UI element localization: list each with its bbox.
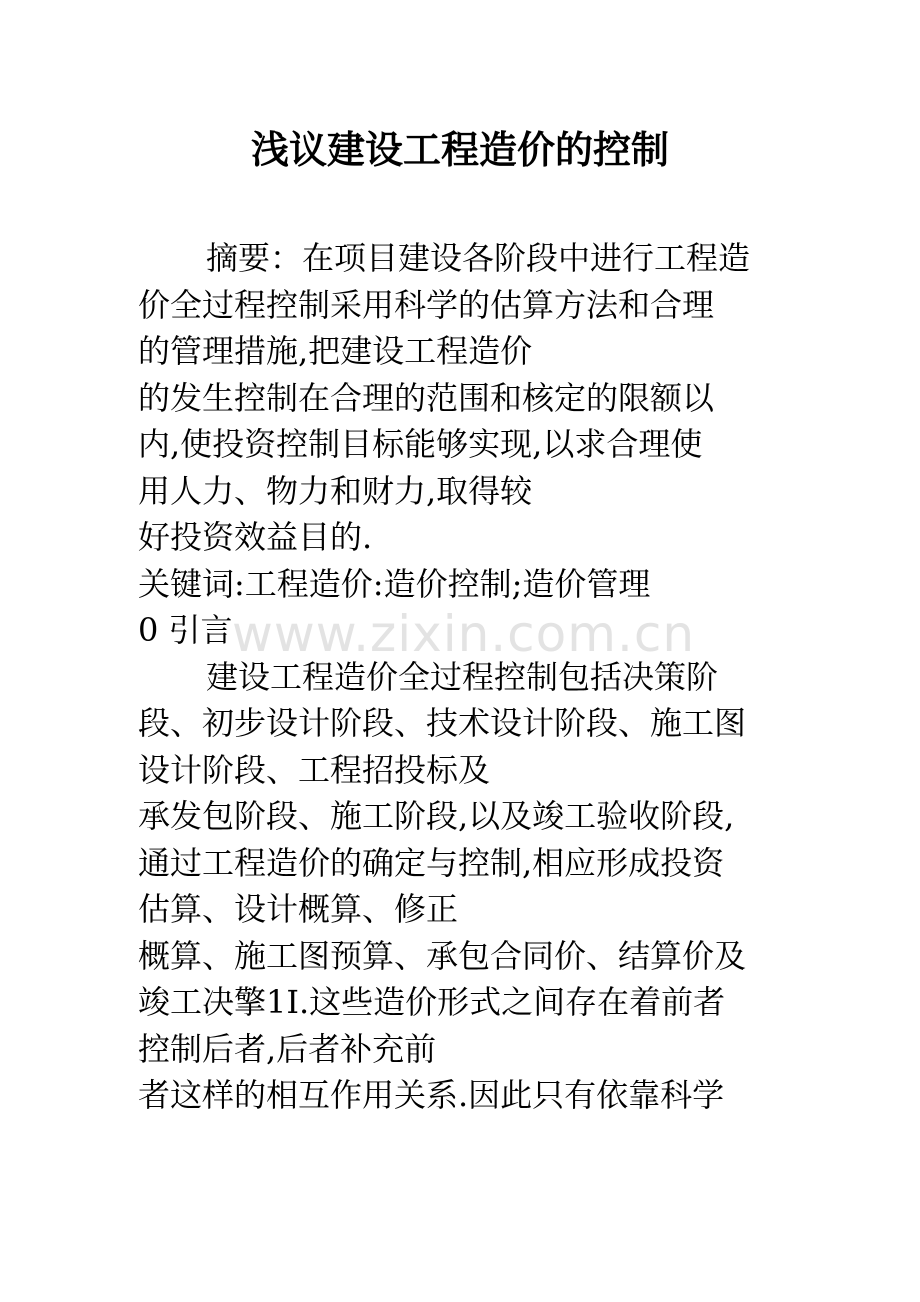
body-line-10: 者这样的相互作用关系.因此只有依靠科学 <box>138 1076 725 1114</box>
watermark: www.zixin.com.cn <box>232 605 696 663</box>
document-body <box>138 235 798 1119</box>
document-title: 浅议建设工程造价的控制 <box>250 127 669 172</box>
keywords-line: 关键词:工程造价:造价控制;造价管理 <box>138 564 651 603</box>
abstract-line-3: 的管理措施,把建设工程造价 <box>138 332 533 370</box>
body-line-9: 控制后者,后者补充前 <box>138 1029 437 1068</box>
abstract-line-7: 好投资效益目的. <box>138 518 373 556</box>
section-heading-introduction: 0 引言 <box>138 611 233 649</box>
body-line-5: 通过工程造价的确定与控制,相应形成投资 <box>138 843 725 882</box>
abstract-line-4: 的发生控制在合理的范围和核定的限额以 <box>138 378 715 417</box>
abstract-line-1: 摘要：在项目建设各阶段中进行工程造 <box>206 239 751 277</box>
body-line-3: 设计阶段、工程招投标及 <box>138 750 491 789</box>
body-line-2: 段、初步设计阶段、技术设计阶段、施工图 <box>138 704 747 742</box>
body-line-7: 概算、施工图预算、承包合同价、结算价及 <box>138 936 747 975</box>
body-line-1: 建设工程造价全过程控制包括决策阶 <box>206 657 719 696</box>
abstract-line-6: 用人力、物力和财力,取得较 <box>138 471 533 510</box>
body-line-8: 竣工决擎1I.这些造价形式之间存在着前者 <box>138 983 726 1021</box>
abstract-line-2: 价全过程控制采用科学的估算方法和合理 <box>138 285 715 324</box>
body-line-6: 估算、设计概算、修正 <box>138 890 459 928</box>
abstract-line-5: 内,使投资控制目标能够实现,以求合理使 <box>138 425 703 463</box>
body-line-4: 承发包阶段、施工阶段,以及竣工验收阶段, <box>138 797 735 835</box>
